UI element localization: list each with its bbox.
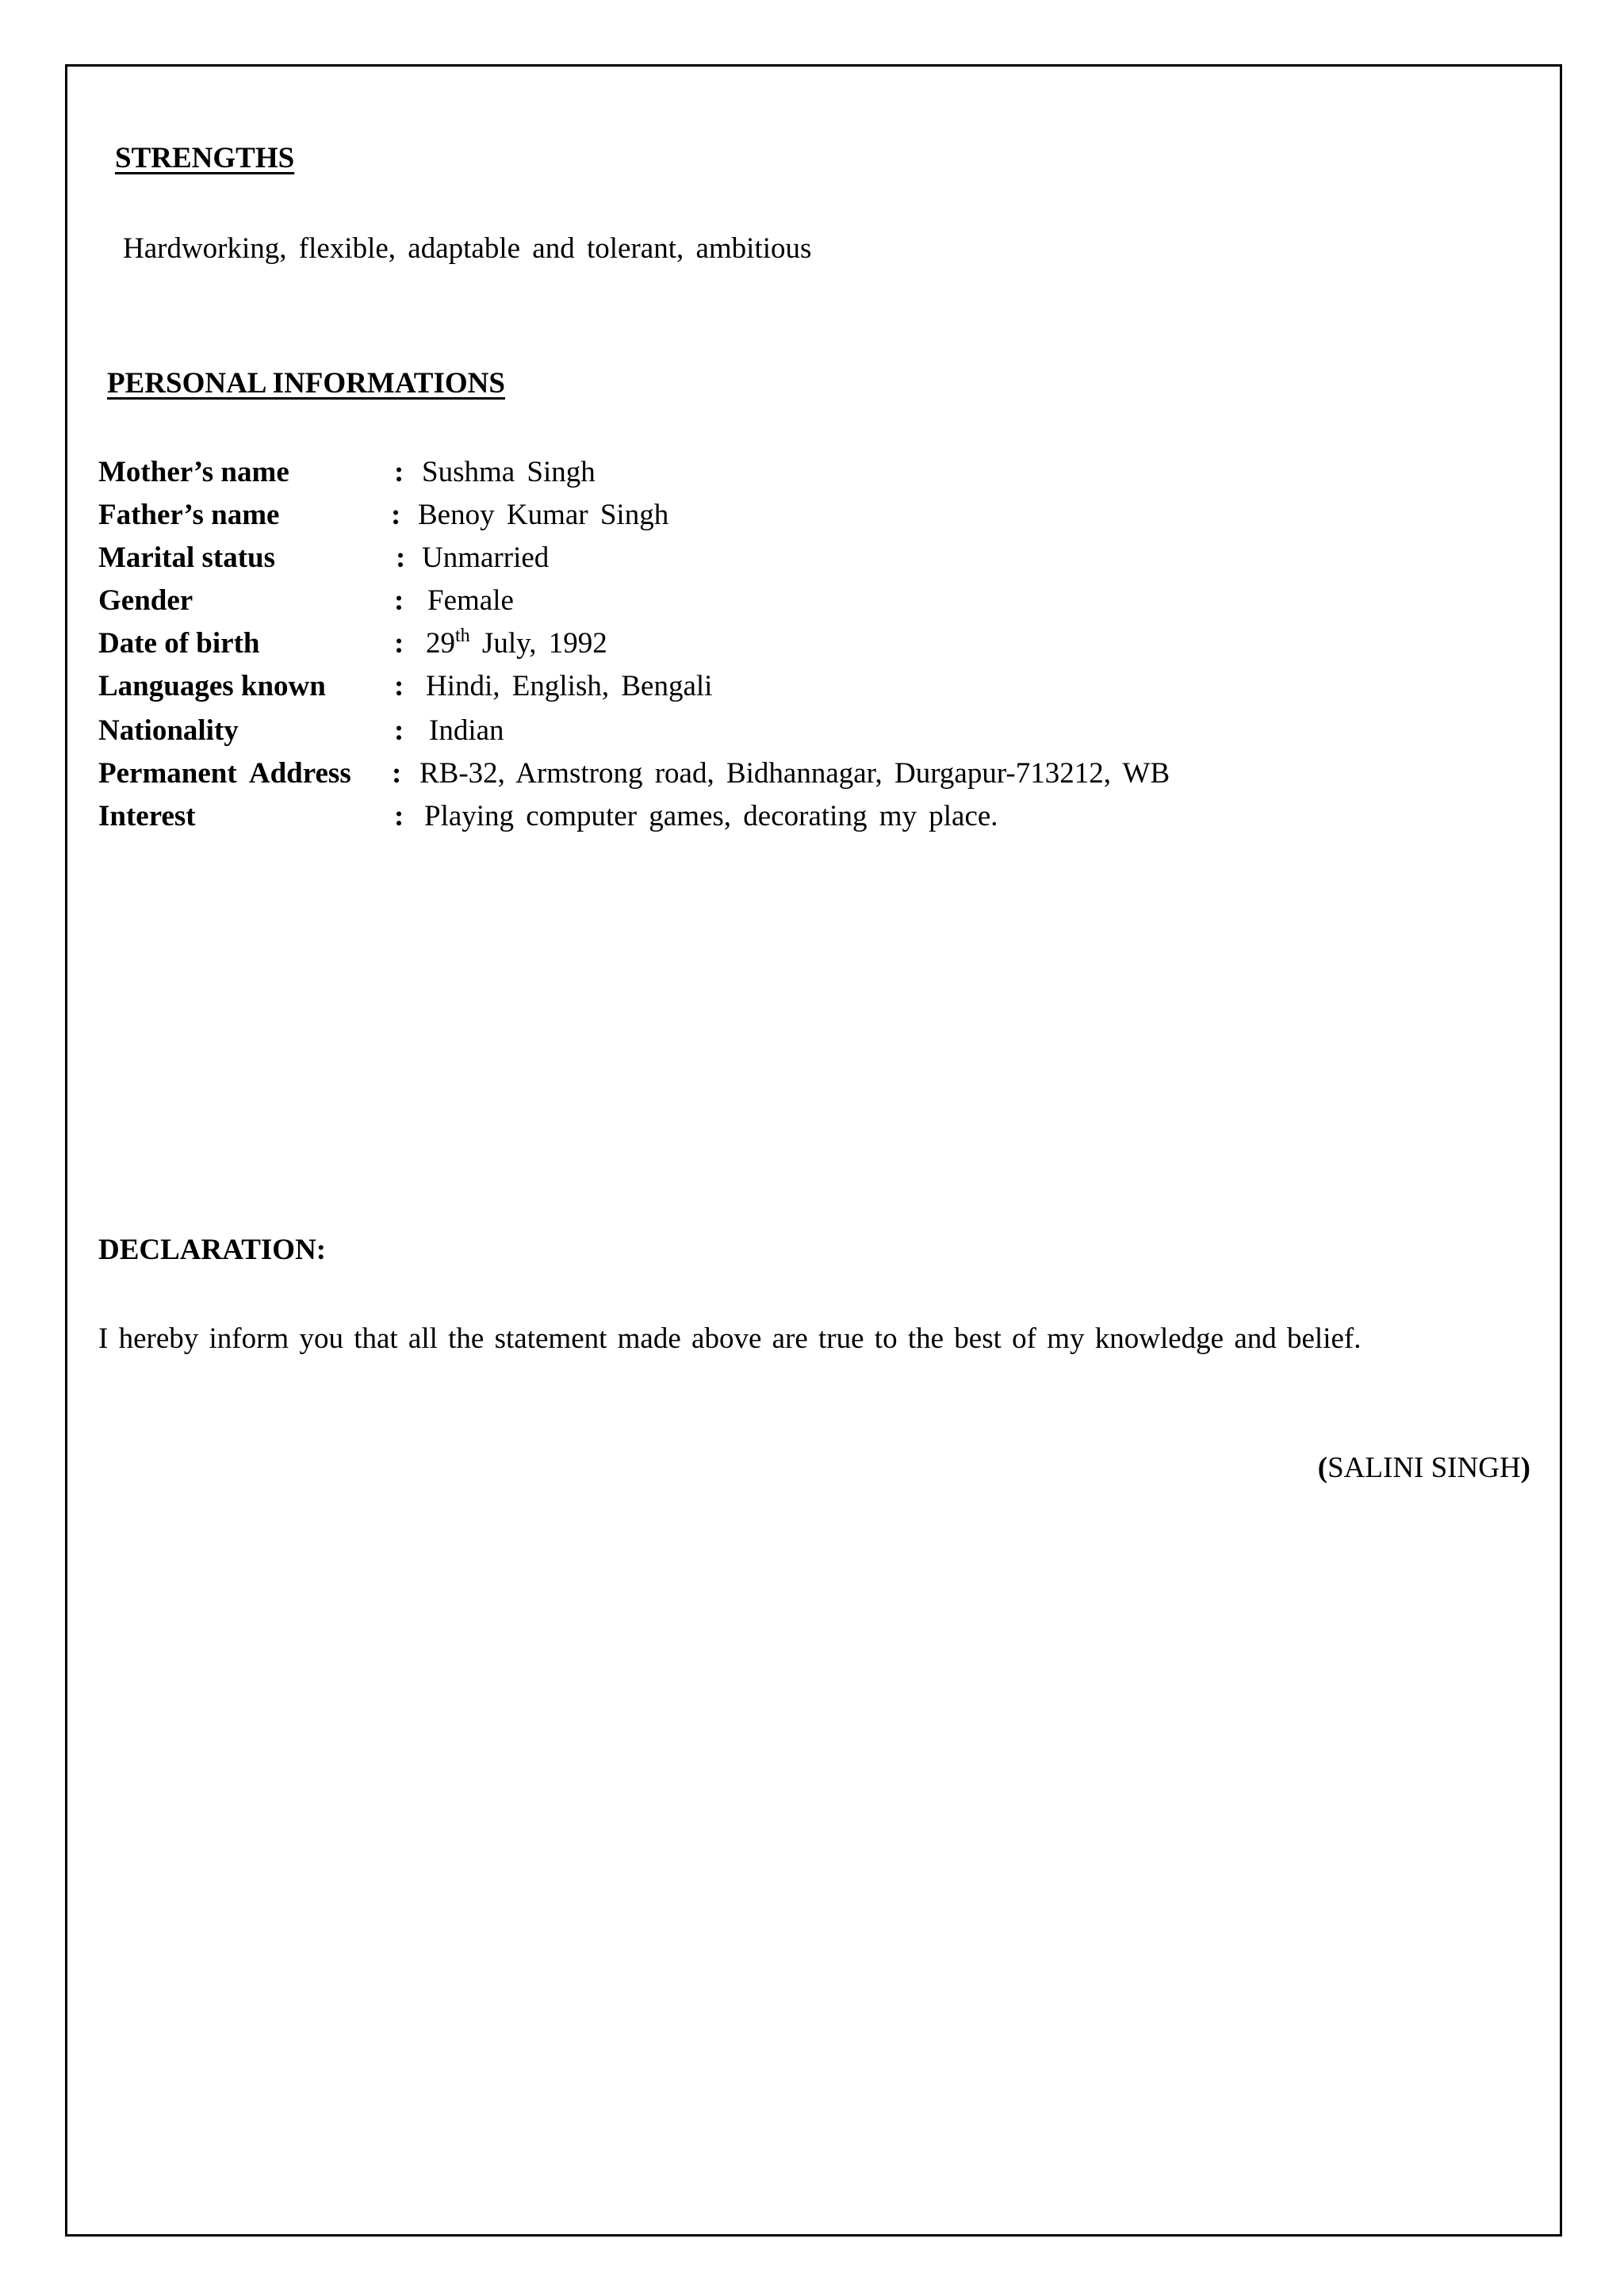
- info-value: RB-32, Armstrong road, Bidhannagar, Durgapur-713212, WB: [419, 757, 1170, 790]
- info-colon: :: [394, 456, 404, 488]
- info-value: Unmarried: [422, 541, 550, 574]
- strengths-heading: STRENGTHS: [115, 142, 295, 174]
- info-row-languages-known: [98, 669, 1446, 712]
- signature-name: SALINI SINGH: [1327, 1452, 1521, 1484]
- info-colon: :: [394, 714, 404, 747]
- info-row-date-of-birth: [98, 626, 1446, 669]
- info-colon: :: [394, 670, 404, 702]
- info-row-marital-status: [98, 541, 1446, 584]
- info-row-mothers-name: [98, 455, 1446, 498]
- info-row-fathers-name: [98, 498, 1446, 541]
- dob-rest: July, 1992: [469, 627, 607, 660]
- info-label: Mother’s name: [98, 456, 289, 488]
- declaration-text: I hereby inform you that all the statement made above are true to the best of my knowledge and belief.: [98, 1322, 1362, 1355]
- info-row-interest: [98, 799, 1446, 842]
- info-colon: :: [394, 584, 404, 617]
- info-colon: :: [394, 800, 404, 832]
- info-label: Date of birth: [98, 627, 260, 660]
- info-value: Sushma Singh: [422, 456, 596, 488]
- info-colon: :: [391, 499, 401, 531]
- dob-day-suffix: th: [455, 626, 470, 646]
- info-colon: :: [394, 627, 404, 660]
- info-value: Indian: [429, 714, 504, 747]
- info-value: Benoy Kumar Singh: [418, 499, 669, 531]
- info-value: Hindi, English, Bengali: [426, 670, 713, 702]
- info-label: Permanent Address: [98, 757, 351, 790]
- info-value: [426, 626, 607, 660]
- info-colon: :: [392, 757, 402, 790]
- info-label: Father’s name: [98, 499, 280, 531]
- dob-day: 29: [426, 627, 455, 660]
- info-colon: :: [396, 541, 406, 574]
- info-value: Female: [427, 584, 514, 617]
- declaration-heading: DECLARATION:: [98, 1234, 327, 1266]
- info-label: Languages known: [98, 670, 326, 702]
- info-label: Nationality: [98, 714, 239, 747]
- info-row-gender: [98, 584, 1446, 626]
- info-label: Marital status: [98, 541, 275, 574]
- signature-open-paren: (: [1317, 1452, 1328, 1484]
- info-value: Playing computer games, decorating my place.: [424, 800, 998, 832]
- info-label: Gender: [98, 584, 193, 617]
- signature-close-paren: ): [1520, 1452, 1530, 1484]
- strengths-text: Hardworking, flexible, adaptable and tolerant, ambitious: [123, 232, 812, 265]
- info-row-permanent-address: [98, 756, 1446, 799]
- signature: [1318, 1451, 1530, 1485]
- info-label: Interest: [98, 800, 196, 832]
- personal-info-heading: PERSONAL INFORMATIONS: [107, 367, 505, 400]
- info-row-nationality: [98, 714, 1446, 756]
